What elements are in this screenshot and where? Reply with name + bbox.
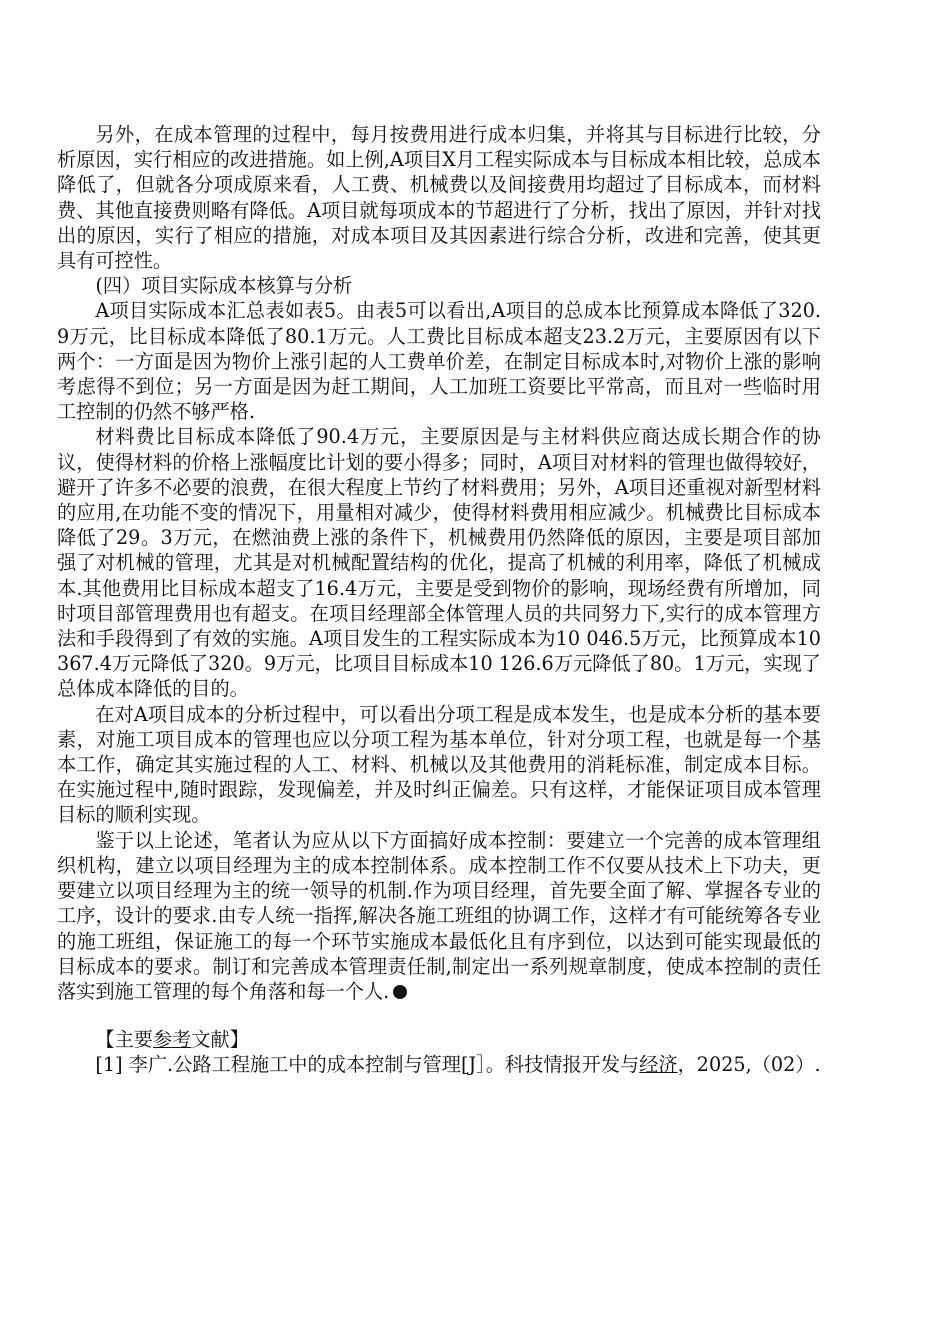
references-title <box>57 1027 821 1052</box>
end-bullet-icon <box>393 985 407 999</box>
spacer <box>57 1004 821 1027</box>
paragraph-cost-monthly-review: 另外，在成本管理的过程中，每月按费用进行成本归集，并将其与目标进行比较，分析原因，实行相应的改进措施。如上例,A项目X月工程实际成本与目标成本相比较，总成本降低了，但就各分项成原来看，人工费、机械费以及间接费用均超过了目标成本，而材料费、其他直接费则略有降低。A项目就每项成本的节超进行了分析，找出了原因，并针对找出的原因，实行了相应的措施，对成本项目及其因素进行综合分析，改进和完善，使其更具有可控性。 <box>57 123 821 273</box>
article-body <box>57 122 821 1078</box>
reference-1-prefix: [1] 李广.公路工程施工中的成本控制与管理[J］。科技情报开发与 <box>95 1053 640 1077</box>
reference-link-jingji[interactable]: 经济 <box>639 1053 678 1077</box>
paragraph-subitem-analysis: 在对A项目成本的分析过程中，可以看出分项工程是成本发生，也是成本分析的基本要素，对施工项目成本的管理也应以分项工程为基本单位，针对分项工程，也就是每一个基本工作，确定其实施过程的人工、材料、机械以及其他费用的消耗标准，制定成本目标。在实施过程中,随时跟踪，发现偏差，并及时纠正偏差。只有这样，才能保证项目成本管理目标的顺利实现。 <box>57 702 821 827</box>
references-title-suffix: 文献】 <box>191 1028 249 1052</box>
references-link-cankao[interactable]: 参考 <box>152 1028 192 1052</box>
paragraph-actual-cost-summary: A项目实际成本汇总表如表5。由表5可以看出,A项目的总成本比预算成本降低了320.9万元，比目标成本降低了80.1万元。人工费比目标成本超支23.2万元，主要原因有以下两个：一方面是因为物价上涨引起的人工费单价差，在制定目标成本时,对物价上涨的影响考虑得不到位；另一方面是因为赶工期间，人工加班工资要比平常高，而且对一些临时用工控制的仍然不够严格. <box>57 299 821 424</box>
references-title-prefix: 【主要 <box>95 1028 153 1052</box>
paragraph-material-cost-text: 材料费比目标成本降低了90.4万元，主要原因是与主材料供应商达成长期合作的协议，使得材料的价格上涨幅度比计划的要小得多；同时，A项目对材料的管理也做得较好，避开了许多不必要的浪费，在很大程度上节约了材料费用；另外，A项目还重视对新型材料的应用,在功能不变的情况下，用量相对减少，使得材料费用相应减少。机械费比目标成本降低了29。3万元，在燃油费上涨的条件下，机械费用仍然降低的原因，主要是项目部加强了对机械的管理，尤其是对机械配置结构的优化，提高了机械的利用率，降低了机械成本.其他费用比目标成本超支了16.4万元，主要是受到物价的影响，现场经费有所增加，同时项目部管理费用也有超支。在项目经理部全体管理人员的共同努力下,实行的成本管理方法和手段得到了有效的实施。A项目发生的工程实际成本为10 046.5万元，比预算成本10 367.4万元降低了320。9万元，比项目目标成本10 126.6万元降低了80。1万元，实现了总体成本降低的目的。 <box>57 425 821 701</box>
reference-1-suffix: ，2025,（02）. <box>677 1053 821 1077</box>
paragraph-conclusion <box>57 828 821 1004</box>
paragraph-conclusion-text: 鉴于以上论述，笔者认为应从以下方面搞好成本控制：要建立一个完善的成本管理组织机构，建立以项目经理为主的成本控制体系。成本控制工作不仅要从技术上下功夫，更要建立以项目经理为主的统一领导的机制.作为项目经理，首先要全面了解、掌握各专业的工序，设计的要求.由专人统一指挥,解决各施工班组的协调工作，这样才有可能统筹各专业的施工班组，保证施工的每一个环节实施成本最低化且有序到位，以达到可能实现最低的目标成本的要求。制订和完善成本管理责任制,制定出一系列规章制度，使成本控制的责任落实到施工管理的每个角落和每一个人. <box>57 828 821 1003</box>
paragraph-material-cost <box>57 424 821 701</box>
section-heading-4: (四）项目实际成本核算与分析 <box>95 274 353 298</box>
reference-item-1 <box>57 1052 821 1077</box>
